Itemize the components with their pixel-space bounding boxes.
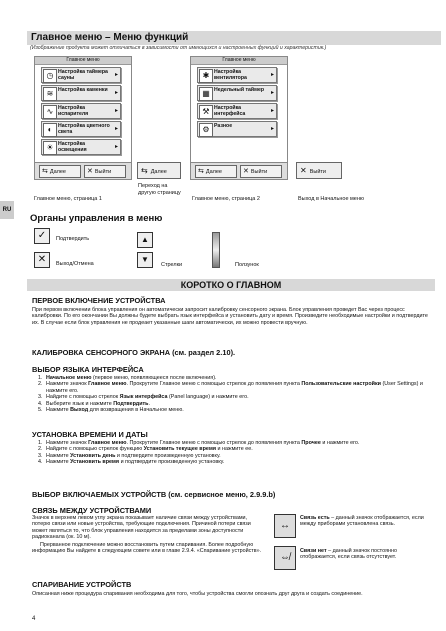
language-step-3: 3. Найдите с помощью стрелок Язык интерфейса (Panel language) и нажмите его. [44,394,434,400]
datetime-step-3: 3. Нажмите Установить день и подтвердите произведенную установку. [44,453,434,459]
wrench-icon: ⚒ [199,105,213,119]
main-menu-screen-page2 [190,56,288,180]
steam-icon: ∿ [43,105,57,119]
next-page-button[interactable]: ⇆ Далее [137,162,181,179]
menu-item-evaporator[interactable]: ∿ Настройка испарителя ▸ [41,103,121,119]
cancel-label: Выход/Отмена [56,261,94,267]
exit-button[interactable]: ✕ Выйти [84,165,126,178]
arrow-up-icon[interactable]: ▲ [137,232,153,248]
controls-title: Органы управления в меню [30,213,163,224]
language-step-1: 1. Начальное меню (первое меню, появляющееся после включения). [44,375,434,381]
slider-label: Ползунок [235,262,259,268]
language-step-4: 4. Выберите язык и нажмите Подтвердить. [44,401,434,407]
next-button[interactable]: ⇆ Далее [195,165,237,178]
fan-icon: ✱ [199,69,213,83]
caption-page2: Главное меню, страница 2 [192,196,260,202]
caption-exit: Выход в Начальное меню [298,196,365,202]
chevron-right-icon: ▸ [270,108,274,114]
exit-button[interactable]: ✕ Выйти [240,165,282,178]
datetime-title: УСТАНОВКА ВРЕМЕНИ И ДАТЫ [32,430,148,439]
language-tab: RU [0,201,14,219]
menu-item-misc[interactable]: ⚙ Разное ▸ [197,121,277,137]
chevron-right-icon: ▸ [114,126,118,132]
language-step-2: 2. Нажмите значок Главное меню. Прокрутите Главное меню с помощью стрелок до появления пункта Пользовательские настройки (User Settings) и нажмите его. [44,381,434,394]
language-title: ВЫБОР ЯЗЫКА ИНТЕРФЕЙСА [32,365,144,374]
pairing-section [32,580,434,597]
chevron-right-icon: ▸ [270,72,274,78]
cancel-icon[interactable]: ✕ [34,252,50,268]
menu-item-weekly-timer[interactable]: ▦ Недельный таймер ▸ [197,85,277,101]
menu-item-fan[interactable]: ✱ Настройка вентилятора ▸ [197,67,277,83]
summary-band: КОРОТКО О ГЛАВНОМ [27,279,435,291]
first-start-text: При первом включении блока управления он автоматически запросит калибровку сенсорного экрана. Блок управления проведет Вас через процесс калибровки. По его окончании Вы должны будете выбрать язык интерфейса и установить дату и время. Произведите необходимые настройки и подтвердите их. В случае если блок управления не продеает указанные шаги автоматически, их можно провести вручную. [32,307,428,326]
first-start-section [32,296,434,326]
menu-item-heater[interactable]: ≋ Настройка каменки ▸ [41,85,121,101]
menu-item-lighting[interactable]: ☀ Настройка освещения ▸ [41,139,121,155]
datetime-step-1: 1. Нажмите значок Главное меню. Прокрутите Главное меню с помощью стрелок до появления пункта Прочее и нажмите его. [44,440,434,446]
pairing-title: СПАРИВАНИЕ УСТРОЙСТВ [32,580,132,589]
chevron-right-icon: ▸ [270,126,274,132]
calendar-icon: ▦ [199,87,213,101]
caption-next-page: Переход на другую страницу [138,183,181,196]
chevron-right-icon: ▸ [114,90,118,96]
arrow-icon: ⇆ [198,168,204,175]
datetime-step-2: 2. Найдите с помощью стрелок функцию Установить текущее время и нажмите ее. [44,446,434,452]
menu-item-color-light[interactable]: ◐ Настройка цветного света ▸ [41,121,121,137]
arrows-label: Стрелки [161,262,183,268]
language-section [32,365,434,413]
screen-bottom-bar [35,162,131,179]
clock-icon: ◷ [43,69,57,83]
slider-icon[interactable] [212,232,220,268]
color-light-icon: ◐ [43,123,57,137]
connection-ok-text: Связь есть – данный значок отображается, если между приборами установлена связь. [300,515,424,528]
chevron-right-icon: ▸ [114,144,118,150]
first-start-title: ПЕРВОЕ ВКЛЮЧЕНИЕ УСТРОЙСТВА [32,296,166,305]
screen-header: Главное меню [191,57,287,65]
page-number: 4 [32,616,36,622]
bulb-icon: ☀ [43,141,57,155]
connection-text: Значок в верхнем левом углу экрана показывает наличие связи между устройствами, потерю связи или новые устройства, требующие подключения. Причиной потери связи может являться то, что блок управления находится за пределами зоны доступности радиоканала (ок. 10 м). Прерванное подключение можно восстановить путем спаривания. Более подробную информацию Вы найдете в следующем совете или в главе 2.9.4. «Спаривание устройств». [32,515,262,555]
connection-lost-text: Связи нет – данный значок постоянно отображается, если связь отсутствует. [300,548,397,561]
calibration-section [32,348,434,357]
calibration-title: КАЛИБРОВКА СЕНСОРНОГО ЭКРАНА (см. раздел 2.10). [32,348,236,357]
close-icon: ✕ [243,168,249,175]
close-icon: ✕ [87,168,93,175]
next-button[interactable]: ⇆ Далее [39,165,81,178]
main-menu-screen-page1 [34,56,132,180]
section-title-main-menu: Главное меню – Меню функций [27,31,441,45]
chevron-right-icon: ▸ [114,108,118,114]
screen-header: Главное меню [35,57,131,65]
close-icon: ✕ [300,166,307,175]
chevron-right-icon: ▸ [114,72,118,78]
arrow-down-icon[interactable]: ▼ [137,252,153,268]
confirm-label: Подтвердить [56,236,90,242]
exit-to-start-button[interactable]: ✕ Выйти [296,162,342,179]
confirm-icon[interactable]: ✓ [34,228,50,244]
heater-icon: ≋ [43,87,57,101]
screen-bottom-bar [191,162,287,179]
datetime-section [32,430,434,466]
arrow-icon: ⇆ [141,166,148,175]
connection-lost-icon: ⇎ [274,546,296,570]
connection-title: СВЯЗЬ МЕЖДУ УСТРОЙСТВАМИ [32,506,152,515]
connection-section [32,506,434,576]
gear-icon: ⚙ [199,123,213,137]
devices-title: ВЫБОР ВКЛЮЧАЕМЫХ УСТРОЙСТВ (см. сервисное меню, 2.9.9.b) [32,490,276,499]
connection-ok-icon: ↔ [274,514,296,538]
menu-item-sauna-timer[interactable]: ◷ Настройка таймера сауны ▸ [41,67,121,83]
section-subtitle: (Изображение продукта может отличаться в зависимости от имеющихся и настроенных функций и характеристик.) [30,45,327,51]
language-step-5: 5. Нажмите Выход для возвращения в Начальное меню. [44,407,434,413]
datetime-step-4: 4. Нажмите Установить время и подтвердите произведенную установку. [44,459,434,465]
pairing-text: Описанная ниже процедура спаривания необходима для того, чтобы устройства смогли опознать друг друга и создать соединение. [32,591,363,597]
caption-page1: Главное меню, страница 1 [34,196,102,202]
menu-item-interface[interactable]: ⚒ Настройка интерфейса ▸ [197,103,277,119]
chevron-right-icon: ▸ [270,90,274,96]
arrow-icon: ⇆ [42,168,48,175]
devices-section [32,490,434,499]
